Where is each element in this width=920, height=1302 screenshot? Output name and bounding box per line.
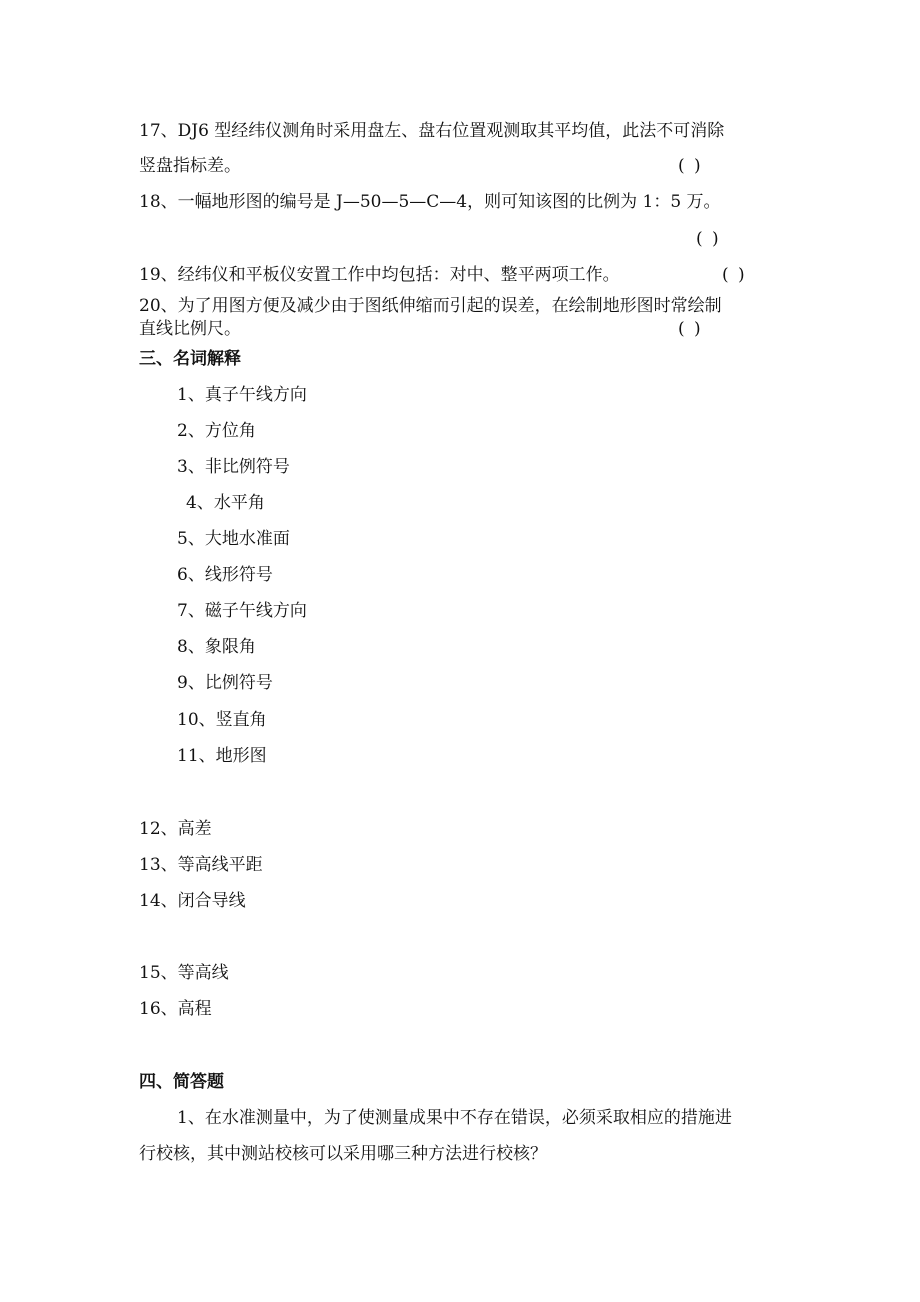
term-item-2: 2、方位角 [177, 421, 256, 441]
question-19-answer-blank: ( ) [722, 265, 747, 285]
question-18-line-1: 18、一幅地形图的编号是 J—50—5—C—4，则可知该图的比例为 1：5 万。 [139, 192, 721, 212]
term-item-4: 4、水平角 [186, 493, 265, 513]
term-item-12: 12、高差 [139, 819, 212, 839]
question-17-line-2: 竖盘指标差。 [139, 156, 241, 176]
term-item-9: 9、比例符号 [177, 673, 273, 693]
term-item-1: 1、真子午线方向 [177, 385, 307, 405]
term-item-6: 6、线形符号 [177, 565, 273, 585]
term-item-13: 13、等高线平距 [139, 855, 263, 875]
term-item-16: 16、高程 [139, 999, 212, 1019]
term-item-3: 3、非比例符号 [177, 457, 290, 477]
question-20-answer-blank: ( ) [678, 319, 703, 339]
short-answer-heading: 四、简答题 [139, 1072, 224, 1092]
term-item-11: 11、地形图 [177, 746, 267, 766]
question-17-line-1: 17、DJ6 型经纬仪测角时采用盘左、盘右位置观测取其平均值，此法不可消除 [139, 121, 725, 141]
question-20-line-1: 20、为了用图方便及减少由于图纸伸缩而引起的误差，在绘制地形图时常绘制 [139, 296, 722, 316]
terms-heading: 三、名词解释 [139, 349, 241, 369]
short-answer-q1-line-1: 1、在水准测量中，为了使测量成果中不存在错误，必须采取相应的措施进 [177, 1108, 732, 1128]
term-item-7: 7、磁子午线方向 [177, 601, 307, 621]
term-item-8: 8、象限角 [177, 637, 256, 657]
short-answer-q1-line-2: 行校核，其中测站校核可以采用哪三种方法进行校核？ [139, 1144, 547, 1164]
question-19-line-1: 19、经纬仪和平板仪安置工作中均包括：对中、整平两项工作。 [139, 265, 620, 285]
question-17-answer-blank: ( ) [678, 156, 703, 176]
term-item-15: 15、等高线 [139, 963, 229, 983]
question-18-answer-blank: ( ) [696, 229, 721, 249]
question-20-line-2: 直线比例尺。 [139, 319, 241, 339]
term-item-14: 14、闭合导线 [139, 891, 246, 911]
term-item-5: 5、大地水准面 [177, 529, 290, 549]
term-item-10: 10、竖直角 [177, 710, 267, 730]
